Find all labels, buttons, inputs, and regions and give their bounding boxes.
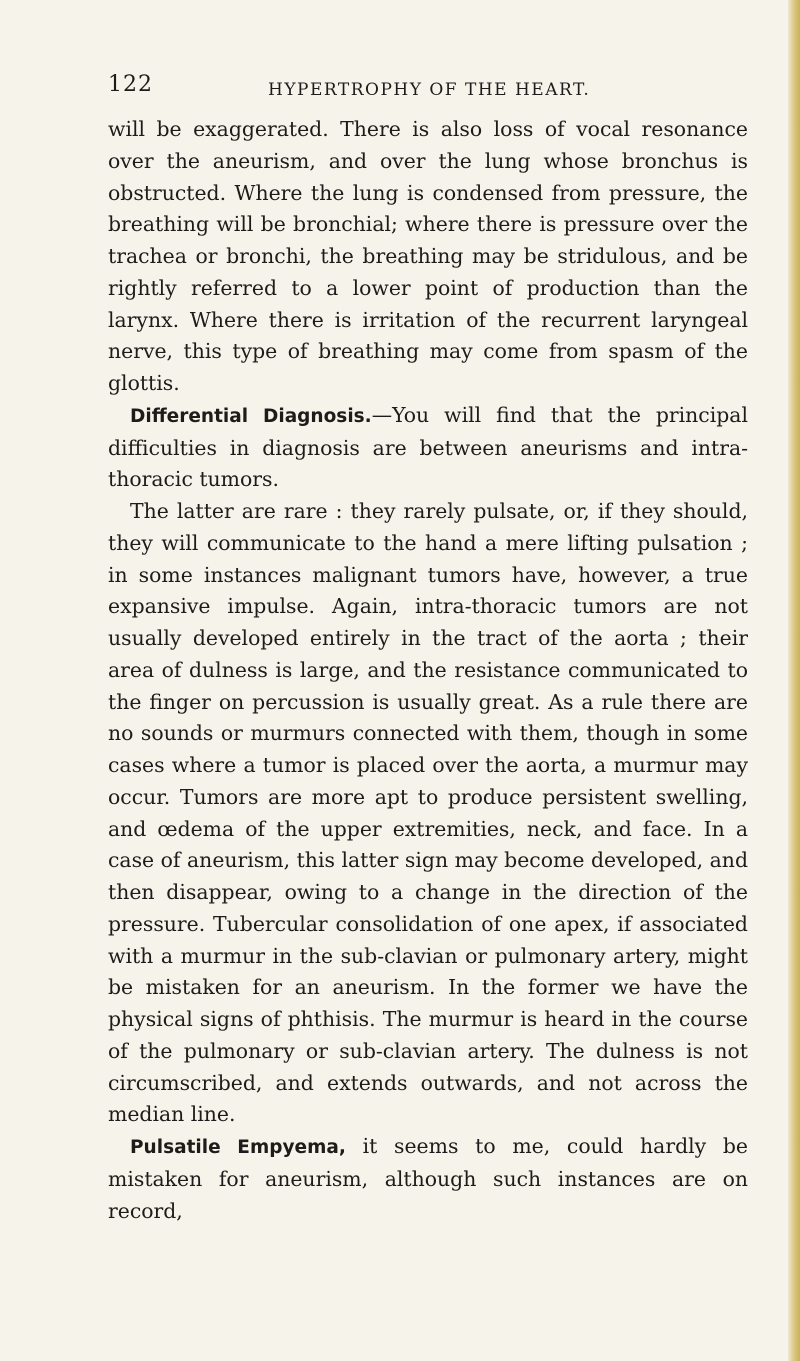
paragraph-pulsatile-empyema (108, 1131, 748, 1227)
page-edge (788, 0, 800, 1361)
section-heading: Pulsatile Empyema, (130, 1137, 346, 1158)
section-heading: Differential Diagnosis. (130, 405, 372, 427)
paragraph-continuation (108, 114, 748, 400)
paragraph-differential-diagnosis (108, 400, 748, 496)
running-head: HYPERTROPHY OF THE HEART. (268, 80, 591, 100)
body-text (108, 114, 748, 1227)
paragraph-text: it seems to me, could hardly be mistaken for aneurism, although such instances are on record, (108, 1134, 748, 1223)
paragraph-text: —You will find that the principal difficulties in diagnosis are between aneurisms and intra-thoracic tumors. (108, 402, 748, 492)
page-header (108, 72, 768, 108)
paragraph-text: The latter are rare : they rarely pulsate, or, if they should, they will communicate to the hand a mere lifting pulsation ; in some instances malignant tumors have, however, a true expansive impulse. Again, intra-thoracic tumors are not usually developed entirely in the tract of the aorta ; their area of dulness is large, and the resistance communicated to the finger on percussion is usually great. As a rule there are no sounds or murmurs connected with them, though in some cases where a tumor is placed over the aorta, a murmur may occur. Tumors are more apt to produce persistent swelling, and œdema of the upper extremities, neck, and face. In a case of aneurism, this latter sign may become developed, and then disappear, owing to a change in the direction of the pressure. Tubercular consolidation of one apex, if associated with a murmur in the sub-clavian or pulmonary artery, might be mistaken for an aneurism. In the former we have the physical signs of phthisis. The murmur is heard in the course of the pulmonary or sub-clavian artery. The dulness is not circumscribed, and extends outwards, and not across the median line. (108, 499, 748, 1127)
paragraph-tumors (108, 496, 748, 1131)
paragraph-text: will be exaggerated. There is also loss of vocal resonance over the aneurism, and over the lung whose bronchus is obstructed. Where the lung is condensed from pressure, the breathing will be bronchial; where there is pressure over the trachea or bronchi, the breathing may be stridulous, and be rightly referred to a lower point of production than the larynx. Where there is irritation of the recurrent laryngeal nerve, this type of breathing may come from spasm of the glottis. (108, 117, 748, 395)
page-number: 122 (108, 72, 153, 97)
